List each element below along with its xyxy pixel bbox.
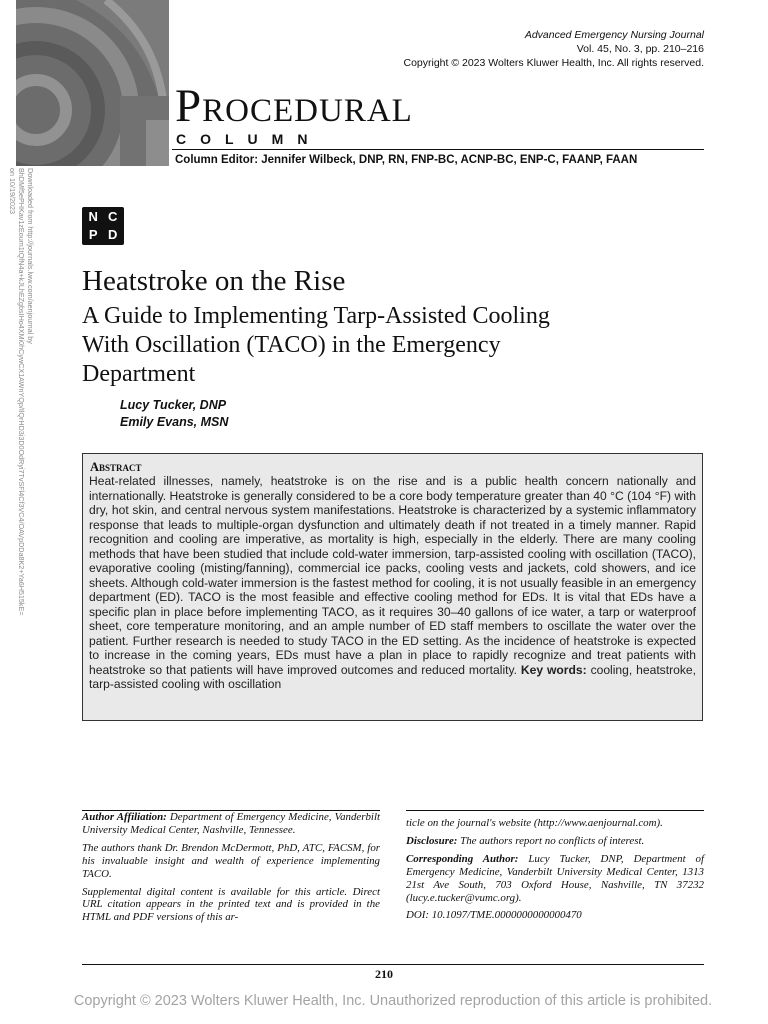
supplemental-note-continued: ticle on the journal's website (http://www.aenjournal.com). xyxy=(406,817,663,829)
abstract-heading: Abstract xyxy=(90,460,142,474)
disclosure-text: The authors report no conflicts of interest. xyxy=(460,834,645,847)
article-subtitle: A Guide to Implementing Tarp-Assisted Cooling With Oscillation (TACO) in the Emergency Department xyxy=(82,303,550,387)
keywords-label: Key words: xyxy=(520,662,587,677)
corresponding-text: Lucy Tucker, DNP, Department of Emergency Medicine, Vanderbilt University Medical Center, 1313 21st Ave South, 703 Oxford House, Nashville, TN 37232 (lucy.e.tucker@vumc.org). xyxy=(406,852,704,904)
journal-header xyxy=(403,28,704,70)
column-title-text: Procedural xyxy=(175,80,413,132)
abstract-text xyxy=(89,474,696,692)
column-title xyxy=(175,82,413,130)
author-name: Emily Evans, MSN xyxy=(120,415,229,429)
ncpd-badge xyxy=(82,207,124,245)
abstract-body: Heat-related illnesses, namely, heatstroke is on the rise and is a public health concern nationally and internationally. Heatstroke is generally considered to be a core body temperature greater than 40 °C (104 °F) with dry, hot skin, and central nervous system manifestations. Heatstroke is characterized by a systemic inflammatory response that leads to multiple-organ dysfunction and ultimately death if not treated in a timely manner. Rapid recognition and cooling are imperative, as mortality is high, especially in the elderly. There are many cooling methods that have been studied that include cold-water immersion, tarp-assisted cooling with oscillation (TACO), evaporative cooling (misting/fanning), commercial ice packs, cooling vests and jackets, cold showers, and ice sheets. Although cold-water immersion is the fastest method for cooling, it is not usually feasible in an emergency department (ED). TACO is the most feasible and effective cooling method for EDs. It is vital that EDs have a specific plan in place before implementing TACO, as it requires 30–40 gallons of ice water, a tarp or waterproof sheet, core temperature monitoring, and an ample number of ED staff members to oscillate the water over the patient. Further research is needed to study TACO in the ED setting. As the incidence of heatstroke is expected to increase in the coming years, EDs must have a plan in place to rapidly recognize and treat patients with heatstroke so that patients will have improved outcomes and reduced mortality. xyxy=(89,474,696,677)
column-logo-art xyxy=(16,0,169,166)
footnote-rule xyxy=(406,810,704,811)
corresponding-note xyxy=(406,853,704,905)
badge-letter: D xyxy=(108,226,118,242)
keywords: cooling, heatstroke, tarp-assisted cooling with oscillation xyxy=(89,662,696,691)
author-list xyxy=(120,397,228,431)
author-name: Lucy Tucker, DNP xyxy=(120,398,227,412)
affiliation-text: Department of Emergency Medicine, Vanderbilt University Medical Center, Nashville, Tennessee. xyxy=(82,811,380,836)
abstract-box xyxy=(82,453,703,721)
column-subtitle: COLUMN xyxy=(176,131,322,147)
footnotes-left xyxy=(82,811,380,929)
doi-note: DOI: 10.1097/TME.0000000000000470 xyxy=(406,909,582,922)
badge-letter: C xyxy=(108,209,118,224)
page-bottom-rule xyxy=(82,964,704,965)
download-watermark: Downloaded from http://journals.lww.com/aenjournal by BhDMf5ePHKav1zEoum1tQfN4a+kJLhEZgbsIHo4XMi0hCywCX1AWnYQp/IlQrHD3i3D0OdRyi7TvSFl4Cf3VC4/OAVpDDa8K2+Ya6H515kE= on 10/19/2023 xyxy=(8,168,35,616)
supplemental-note: Supplemental digital content is available for this article. Direct URL citation appears in the printed text and is provided in the HTML and PDF versions of this ar- xyxy=(82,885,380,924)
badge-letter: P xyxy=(88,226,98,242)
article-title: Heatstroke on the Rise xyxy=(82,265,346,297)
affiliation-note xyxy=(82,811,380,837)
footnotes-right xyxy=(406,817,704,927)
page-number: 210 xyxy=(375,967,393,981)
column-editor: Column Editor: Jennifer Wilbeck, DNP, RN, FNP-BC, ACNP-BC, ENP-C, FAANP, FAAN xyxy=(175,154,638,166)
journal-copyright: Copyright © 2023 Wolters Kluwer Health, Inc. All rights reserved. xyxy=(403,57,704,69)
copyright-footer: Copyright © 2023 Wolters Kluwer Health, Inc. Unauthorized reproduction of this article is prohibited. xyxy=(73,993,713,1009)
header-rule xyxy=(172,149,704,150)
journal-volume: Vol. 45, No. 3, pp. 210–216 xyxy=(576,43,704,55)
acknowledgment-note: The authors thank Dr. Brendon McDermott, PhD, ATC, FACSM, for his invaluable insight and wealth of experience implementing TACO. xyxy=(82,841,380,880)
affiliation-label: Author Affiliation: xyxy=(82,811,167,823)
badge-letter: N xyxy=(88,209,98,224)
disclosure-note xyxy=(406,835,704,848)
corresponding-label: Corresponding Author: xyxy=(406,852,519,865)
journal-name: Advanced Emergency Nursing Journal xyxy=(524,29,704,41)
disclosure-label: Disclosure: xyxy=(406,834,458,847)
